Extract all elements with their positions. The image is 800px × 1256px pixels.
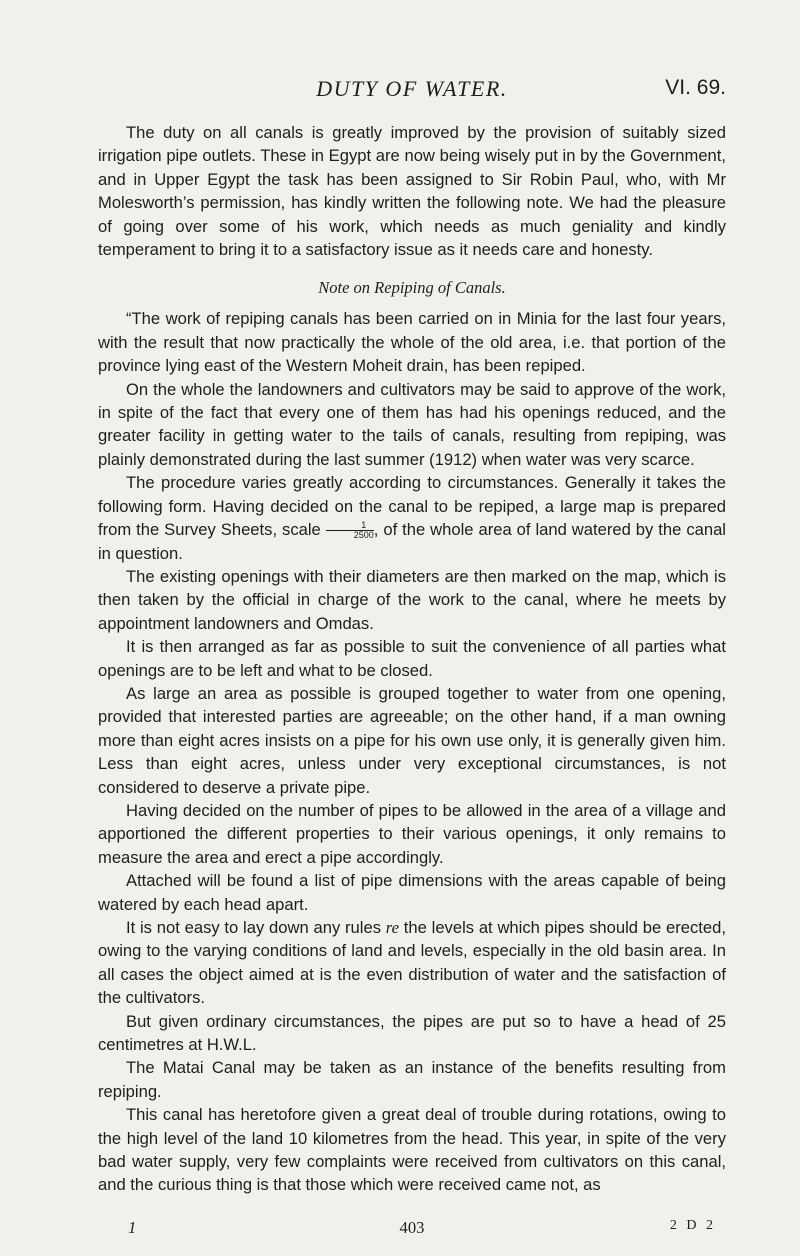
page-body [98, 121, 726, 1197]
paragraph-3-start: The procedure varies greatly according to circumstances. Generally it takes the following form. Having decided on the canal to be repiped, a large map is prepared from the Survey Sheets, scale [98, 473, 726, 540]
page-number: 403 [399, 1218, 425, 1237]
paragraph-12: This canal has heretofore given a great deal of trouble during rotations, owing to the high level of the land 10 kilometres from the head. This year, in spite of the very bad water supply, very few complaints were received from cultivators on this canal, and the curious thing is that those which were received came not, as [98, 1105, 726, 1195]
page-footer [98, 1218, 726, 1242]
scale-fraction-numerator: 1 [326, 521, 374, 531]
paragraph-9 [98, 916, 726, 1010]
scale-fraction [326, 521, 374, 540]
running-title: DUTY OF WATER. [316, 76, 508, 101]
paragraph-4: The existing openings with their diameters are then marked on the map, which is then taken by the official in charge of the work to the canal, where he meets by appointment landowners and Omdas. [98, 566, 726, 633]
paragraph-9-end: the levels at which pipes should be erected, owing to the varying conditions of land and levels, especially in the old basin area. In all cases the object aimed at is the even distribution of water and the satisfaction of the cultivators. [98, 918, 726, 1008]
section-reference: VI. 69. [665, 76, 726, 99]
paragraph-7: Having decided on the number of pipes to be allowed in the area of a village and apportioned the different properties to their various openings, it only remains to measure the area and erect a pipe accordingly. [98, 800, 726, 867]
paragraph-5: It is then arranged as far as possible to suit the convenience of all parties what openings are to be left and what to be closed. [98, 637, 726, 680]
paragraph-11: The Matai Canal may be taken as an instance of the benefits resulting from repiping. [98, 1058, 726, 1101]
sheet-signature: 2 D 2 [669, 1218, 716, 1233]
paragraph-6: As large an area as possible is grouped together to water from one opening, provided that interested parties are agreeable; on the other hand, if a man owning more than eight acres insists on a pipe for his own use only, it is generally given him. Less than eight acres, unless under very exceptional circumstances, is not considered to deserve a private pipe. [98, 683, 726, 797]
signature-mark: 1 [128, 1218, 137, 1237]
paragraph-9-start: It is not easy to lay down any rules [126, 918, 381, 937]
paragraph-3-end: , of the whole area of land watered by the canal in question. [98, 520, 726, 563]
paragraph-2: On the whole the landowners and cultivators may be said to approve of the work, in spite of the fact that every one of them has had his openings reduced, and the greater facility in getting water to the tails of canals, resulting from repiping, was plainly demonstrated during the last summer (1912) when water was very scarce. [98, 379, 726, 469]
page-header [98, 76, 726, 106]
intro-paragraph: The duty on all canals is greatly improved by the provision of suitably sized irrigation pipe outlets. These in Egypt are now being wisely put in by the Government, and in Upper Egypt the task has been assigned to Sir Robin Paul, who, with Mr Molesworth’s permission, has kindly written the following note. We had the pleasure of going over some of his work, which needs as much geniality and kindly temperament to bring it to a satisfactory issue as it needs care and honesty. [98, 123, 726, 260]
paragraph-8: Attached will be found a list of pipe dimensions with the areas capable of being watered by each head apart. [98, 871, 726, 914]
paragraph-3 [98, 471, 726, 565]
paragraph-9-re: re [385, 918, 399, 937]
scale-fraction-denominator: 2500 [353, 530, 374, 541]
paragraph-10: But given ordinary circumstances, the pipes are put so to have a head of 25 centimetres at H.W.L. [98, 1011, 726, 1055]
note-title: Note on Repiping of Canals. [318, 278, 506, 298]
paragraph-1: “The work of repiping canals has been carried on in Minia for the last four years, with the result that now practically the whole of the old area, i.e. that portion of the province lying east of the Western Moheit drain, has been repiped. [98, 309, 726, 376]
